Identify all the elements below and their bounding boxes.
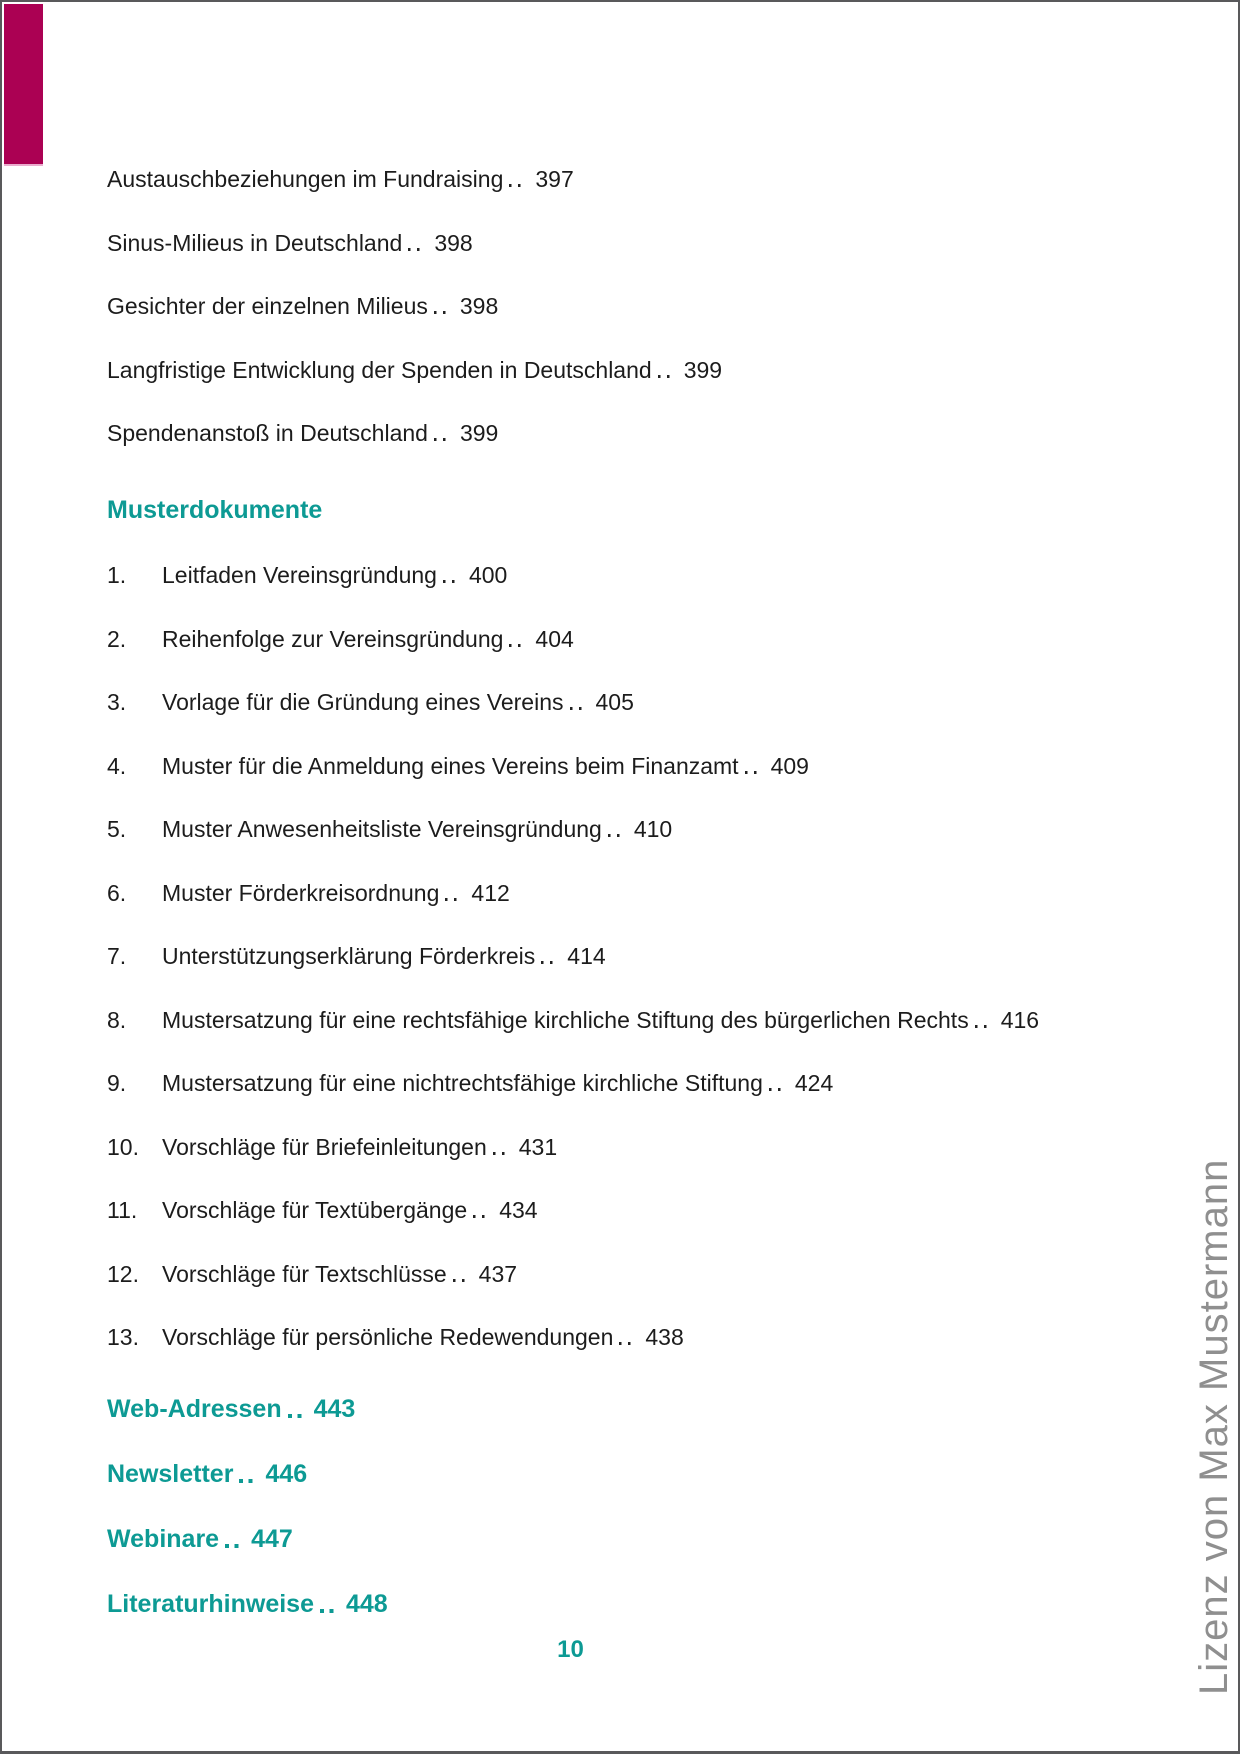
toc-row	[107, 418, 1034, 448]
toc-item-page: 447	[251, 1525, 293, 1553]
dot-leader	[453, 1279, 471, 1282]
toc-item-page: 443	[313, 1395, 356, 1423]
dot-leader	[975, 1025, 993, 1028]
toc-row	[107, 355, 1034, 385]
toc-row	[107, 1459, 1034, 1489]
dot-leader	[619, 1342, 637, 1345]
toc-item-label: Literaturhinweise	[107, 1590, 314, 1618]
toc-item-label: Sinus-Milieus in Deutschland	[107, 229, 403, 256]
dot-leader	[443, 580, 461, 583]
toc-item-page: 431	[518, 1133, 558, 1160]
toc-row	[107, 1005, 1040, 1035]
toc-item-number: 9.	[107, 1070, 127, 1096]
chapter-color-tab	[4, 4, 43, 166]
toc-item-label: Muster Förderkreisordnung	[162, 879, 440, 906]
toc-item-page: 412	[471, 879, 510, 906]
toc-item-page: 437	[478, 1260, 518, 1287]
dot-leader	[288, 1414, 306, 1418]
dot-leader	[239, 1479, 257, 1483]
dot-leader	[445, 898, 463, 901]
toc-row	[107, 1322, 1034, 1352]
toc-item-label: Langfristige Entwicklung der Spenden in Deutschland	[107, 356, 652, 383]
toc-row	[107, 560, 1034, 590]
toc-item-label: Vorschläge für Briefeinleitungen	[162, 1133, 487, 1160]
toc-row	[107, 1068, 1034, 1098]
footer-page-number: 10	[557, 1636, 584, 1663]
toc-item-label: Newsletter	[107, 1460, 234, 1488]
toc-item-label: Unterstützungserklärung Förderkreis	[162, 943, 536, 969]
toc-item-page: 424	[794, 1070, 834, 1096]
table-of-contents	[107, 2, 1040, 1665]
toc-numbered-section	[107, 560, 1040, 1352]
toc-row	[107, 878, 1034, 908]
toc-row	[107, 1132, 1034, 1162]
toc-item-page: 400	[468, 562, 508, 588]
toc-item-page: 448	[346, 1590, 388, 1618]
toc-row	[107, 941, 1034, 971]
dot-leader	[493, 1152, 511, 1155]
toc-item-label: Vorschläge für Textschlüsse	[162, 1260, 447, 1287]
toc-item-label: Webinare	[107, 1525, 220, 1553]
toc-item-page: 438	[645, 1324, 684, 1350]
dot-leader	[608, 834, 626, 837]
dot-leader	[434, 438, 452, 441]
toc-row	[107, 1524, 1034, 1554]
section-heading: Musterdokumente	[107, 496, 323, 524]
toc-item-label: Spendenanstoß in Deutschland	[107, 420, 428, 446]
toc-row	[107, 1589, 1034, 1619]
toc-item-page: 416	[1000, 1006, 1040, 1033]
dot-leader	[658, 375, 676, 378]
toc-item-label: Mustersatzung für eine nichtrechtsfähige kirchliche Stiftung	[162, 1070, 763, 1096]
license-watermark: Lizenz von Max Mustermann	[1192, 1158, 1236, 1695]
toc-row	[107, 291, 1034, 321]
toc-row	[107, 814, 1034, 844]
toc-item-number: 5.	[107, 816, 127, 842]
toc-item-label: Web-Adressen	[107, 1395, 282, 1423]
toc-item-page: 434	[499, 1197, 538, 1223]
toc-row	[107, 751, 1034, 781]
dot-leader	[320, 1609, 338, 1613]
toc-row	[107, 624, 1034, 654]
toc-item-number: 8.	[107, 1006, 127, 1033]
toc-item-label: Gesichter der einzelnen Milieus	[107, 293, 428, 319]
toc-item-label: Vorschläge für persönliche Redewendungen	[162, 1324, 614, 1350]
dot-leader	[769, 1088, 787, 1091]
dot-leader	[745, 771, 763, 774]
toc-row	[107, 1195, 1034, 1225]
toc-item-page: 398	[434, 229, 473, 256]
toc-item-number: 2.	[107, 625, 127, 652]
toc-row	[107, 687, 1034, 717]
toc-item-number: 10.	[107, 1133, 139, 1160]
toc-row	[107, 1259, 1034, 1289]
toc-item-label: Vorschläge für Textübergänge	[162, 1197, 468, 1223]
toc-row	[107, 1394, 1034, 1424]
toc-intro-section	[107, 164, 1034, 448]
dot-leader	[408, 248, 426, 251]
toc-item-page: 446	[265, 1460, 308, 1488]
dot-leader	[541, 961, 559, 964]
dot-leader	[509, 644, 527, 647]
toc-item-label: Reihenfolge zur Vereinsgründung	[162, 625, 504, 652]
toc-item-page: 399	[459, 420, 499, 446]
toc-item-label: Vorlage für die Gründung eines Vereins	[162, 689, 564, 715]
toc-item-number: 1.	[107, 562, 127, 588]
toc-item-page: 397	[535, 166, 574, 192]
dot-leader	[225, 1544, 243, 1548]
dot-leader	[434, 311, 452, 314]
toc-row	[107, 228, 1034, 258]
toc-item-label: Leitfaden Vereinsgründung	[162, 562, 437, 588]
toc-item-number: 13.	[107, 1324, 139, 1350]
toc-item-page: 409	[770, 752, 809, 779]
toc-item-label: Muster Anwesenheitsliste Vereinsgründung	[162, 816, 602, 842]
toc-item-label: Muster für die Anmeldung eines Vereins beim Finanzamt	[162, 752, 739, 779]
toc-item-number: 4.	[107, 752, 127, 779]
toc-item-number: 11.	[107, 1197, 138, 1223]
dot-leader	[473, 1215, 491, 1218]
toc-item-page: 405	[595, 689, 634, 715]
toc-item-page: 414	[567, 943, 606, 969]
toc-item-label: Mustersatzung für eine rechtsfähige kirchliche Stiftung des bürgerlichen Rechts	[162, 1006, 969, 1033]
toc-row	[107, 164, 1034, 194]
toc-item-page: 410	[633, 816, 673, 842]
toc-item-label: Austauschbeziehungen im Fundraising	[107, 166, 504, 192]
toc-item-page: 399	[683, 356, 723, 383]
toc-item-number: 6.	[107, 879, 127, 906]
toc-backmatter-section	[107, 1394, 1034, 1619]
toc-item-page: 404	[535, 625, 574, 652]
toc-item-number: 12.	[107, 1260, 139, 1287]
toc-item-number: 3.	[107, 689, 127, 715]
dot-leader	[509, 184, 527, 187]
toc-item-page: 398	[459, 293, 499, 319]
dot-leader	[570, 707, 588, 710]
toc-item-number: 7.	[107, 943, 127, 969]
